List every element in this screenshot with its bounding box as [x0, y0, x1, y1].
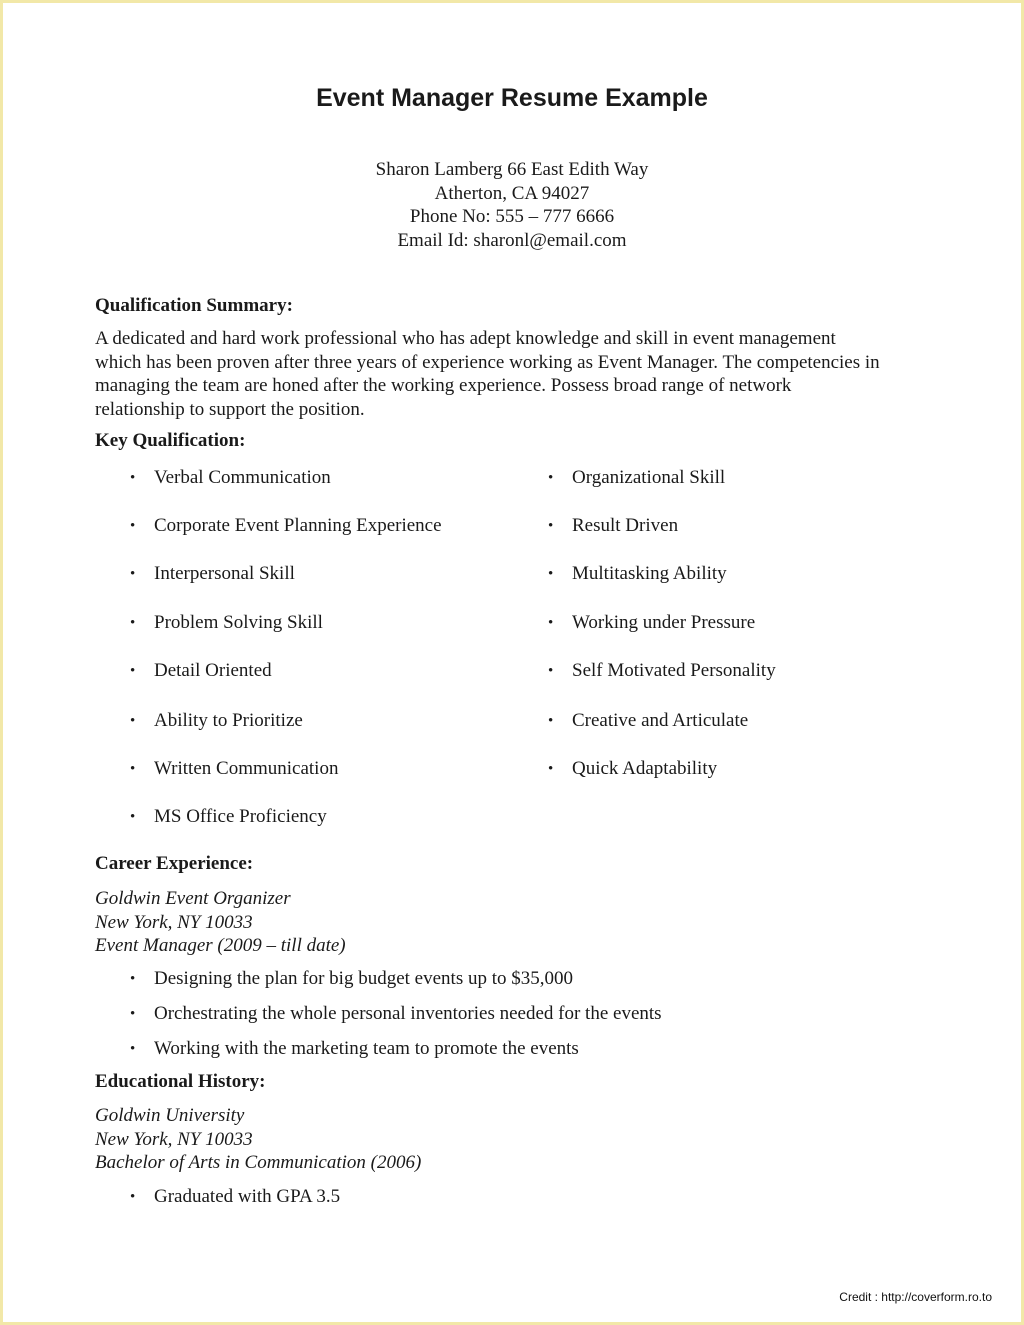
educational-history-heading: Educational History: — [95, 1071, 266, 1092]
contact-city: Atherton, CA 94027 — [434, 182, 590, 204]
bullet-icon: • — [130, 518, 136, 534]
bullet-icon: • — [130, 809, 136, 825]
key-qualification-heading: Key Qualification: — [95, 430, 246, 451]
education-degree: Bachelor of Arts in Communication (2006) — [95, 1152, 422, 1173]
qualification-summary-text — [95, 327, 945, 421]
education-location: New York, NY 10033 — [95, 1128, 253, 1150]
document-title: Event Manager Resume Example — [316, 84, 708, 112]
bullet-icon: • — [548, 566, 554, 582]
resume-document: Event Manager Resume Example Sharon Lamberg 66 East Edith Way Atherton, CA 94027 Phone No: 555 – 777 6666 Email Id: sharonl@email.com Qualification Summary: A dedicated and hard work professional who has adept knowledge and skill in event management which has been proven after three years of experience working as Event Manager. The competencies in managing the team are honed after the working experience. Possess broad range of network relationship to support the position. Key Qualification: • Verbal Communication • Corporate Event Planning Experience • Interpersonal Skill • Problem Solving Skill • Detail Oriented • Ability to Prioritize • Written Communication • MS Office Proficiency • Organizational Skill • Result Driven • Multitasking Ability • Working under Pressure • Self Motivated Personality • Creative and Articulate • Quick Adaptability Career Experience: Goldwin Event Organizer New York, NY 10033 Event Manager (2009 – till date) • Designing the plan for big budget events up to $35,000 • Orchestrating the whole personal inventories needed for the events • Working with the marketing team to promote the events Educational History: Goldwin University New York, NY 10033 Bachelor of Arts in Communication (2006) • Graduated with GPA 3.5 Credit : http://coverform.ro.to — [0, 0, 1024, 1325]
summary-line: A dedicated and hard work professional who has adept knowledge and skill in event management — [95, 328, 836, 349]
bullet-icon: • — [130, 1189, 136, 1205]
bullet-icon: • — [130, 1041, 136, 1057]
bullet-icon: • — [130, 1006, 136, 1022]
bullet-icon: • — [130, 470, 136, 486]
summary-line: managing the team are honed after the working experience. Possess broad range of network — [95, 375, 792, 396]
summary-line: relationship to support the position. — [95, 398, 365, 420]
bullet-icon: • — [548, 713, 554, 729]
career-experience-heading: Career Experience: — [95, 853, 254, 874]
bullet-icon: • — [548, 663, 554, 679]
bullet-icon: • — [130, 615, 136, 631]
bullet-icon: • — [130, 761, 136, 777]
bullet-icon: • — [548, 518, 554, 534]
contact-email: Email Id: sharonl@email.com — [397, 229, 627, 251]
image-credit: Credit : http://coverform.ro.to — [839, 1290, 992, 1304]
career-location: New York, NY 10033 — [95, 911, 253, 933]
bullet-icon: • — [130, 566, 136, 582]
contact-block — [0, 158, 1024, 252]
contact-name-address: Sharon Lamberg 66 East Edith Way — [375, 159, 649, 180]
qualification-summary-heading: Qualification Summary: — [95, 295, 293, 316]
bullet-icon: • — [130, 663, 136, 679]
bullet-icon: • — [130, 713, 136, 729]
career-employer-block — [95, 887, 346, 958]
career-role: Event Manager (2009 – till date) — [95, 935, 346, 956]
bullet-icon: • — [548, 470, 554, 486]
contact-phone: Phone No: 555 – 777 6666 — [409, 206, 615, 227]
bullet-icon: • — [548, 761, 554, 777]
career-company: Goldwin Event Organizer — [95, 888, 291, 909]
education-school: Goldwin University — [95, 1105, 245, 1126]
bullet-icon: • — [548, 615, 554, 631]
summary-line: which has been proven after three years of experience working as Event Manager. The competencies in — [95, 351, 880, 373]
education-block — [95, 1104, 421, 1175]
bullet-icon: • — [130, 971, 136, 987]
